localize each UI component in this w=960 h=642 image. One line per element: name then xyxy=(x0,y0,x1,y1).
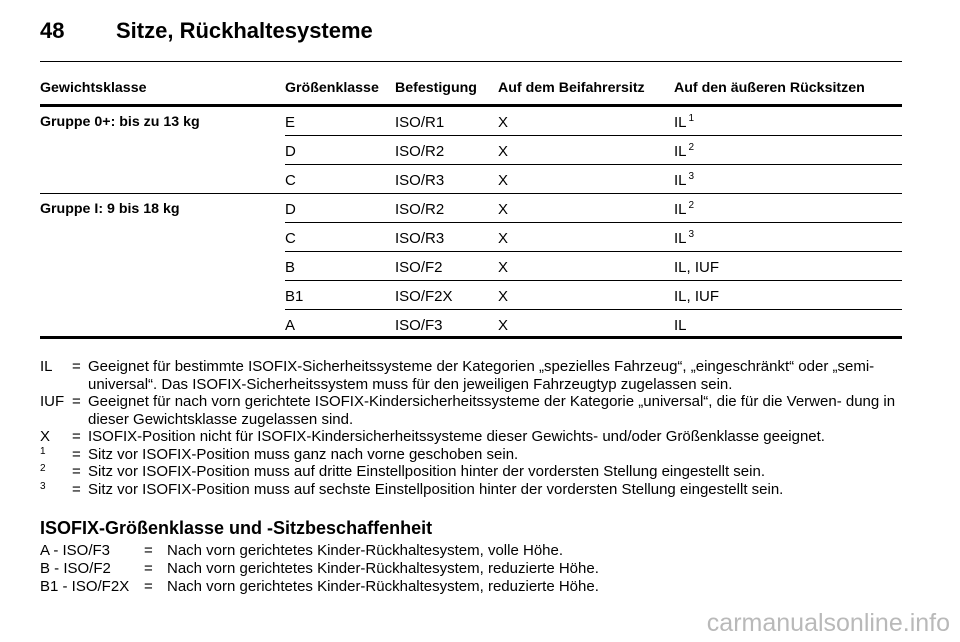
legend-text: Geeignet für bestimmte ISOFIX-Sicherheitssysteme der Kategorien „spezielles Fahrzeug“, „eingeschränkt“ oder „semi-universal“. Das ISOFIX-Sicherheitssystem muss für den jeweiligen Fahrzeugtyp zugelassen sein. xyxy=(88,358,875,393)
rear-seat-value: IL xyxy=(674,172,687,189)
legend-equals: = xyxy=(72,480,81,498)
rear-seat-value: IL xyxy=(674,230,687,247)
watermark: carmanualsonline.info xyxy=(706,609,950,637)
size-class-cell: C xyxy=(285,172,296,189)
fixture-cell: ISO/R2 xyxy=(395,201,445,218)
size-class-key: B - ISO/F2 xyxy=(40,560,111,577)
page-title: Sitze, Rückhaltesysteme xyxy=(116,18,373,43)
footnote-marker: 3 xyxy=(688,171,695,182)
legend-key: IL xyxy=(40,358,53,375)
legend-text: Sitz vor ISOFIX-Position muss auf sechste Einstellposition hinter der vordersten Stellung eingestellt sein. xyxy=(88,480,784,498)
footnote-marker: 2 xyxy=(688,142,695,153)
section-subtitle: ISOFIX-Größenklasse und -Sitzbeschaffenheit xyxy=(40,518,433,538)
table-row xyxy=(40,165,902,194)
table-row xyxy=(40,194,902,223)
legend-key: 1 xyxy=(40,445,46,457)
legend-item xyxy=(40,463,910,481)
fixture-cell: ISO/F2X xyxy=(395,288,453,305)
table-row xyxy=(40,252,902,281)
legend-equals: = xyxy=(72,393,81,410)
legend-equals: = xyxy=(72,445,81,463)
size-class-cell: E xyxy=(285,114,296,131)
rear-seat-value: IL, IUF xyxy=(674,259,720,276)
rear-seat-cell xyxy=(674,259,719,276)
size-class-description: Nach vorn gerichtetes Kinder-Rückhaltesystem, reduzierte Höhe. xyxy=(167,560,599,577)
table-header xyxy=(40,80,902,107)
page-number: 48 xyxy=(40,18,65,43)
fixture-cell: ISO/F3 xyxy=(395,317,443,334)
weight-group-label: Gruppe I: 9 bis 18 kg xyxy=(40,201,180,217)
fixture-cell: ISO/R3 xyxy=(395,230,445,247)
header-divider xyxy=(40,61,902,62)
fixture-cell: ISO/R1 xyxy=(395,114,445,131)
rear-seat-value: IL xyxy=(674,114,687,131)
size-class-item xyxy=(40,542,900,560)
front-seat-cell: X xyxy=(498,259,509,276)
rear-seat-cell xyxy=(674,172,694,189)
legend-text: Geeignet für nach vorn gerichtete ISOFIX-Kindersicherheitssysteme der Kategorie „universal“, die für die Verwen- dung in dieser Gewichtsklasse zugelassen sind. xyxy=(88,393,896,428)
table-row xyxy=(40,136,902,165)
legend-equals: = xyxy=(72,358,81,375)
fixture-cell: ISO/F2 xyxy=(395,259,443,276)
rear-seat-value: IL xyxy=(674,143,687,160)
table-row xyxy=(40,281,902,310)
size-class-equals: = xyxy=(144,542,153,559)
size-class-description: Nach vorn gerichtetes Kinder-Rückhaltesystem, reduzierte Höhe. xyxy=(167,578,599,595)
legend-item xyxy=(40,393,910,428)
row-divider xyxy=(40,336,902,339)
legend-key: 2 xyxy=(40,463,46,474)
rear-seat-cell xyxy=(674,143,694,160)
rear-seat-cell xyxy=(674,114,694,131)
fixture-cell: ISO/R2 xyxy=(395,143,445,160)
legend-key: IUF xyxy=(40,393,65,410)
column-header-fixture: Befestigung xyxy=(395,80,477,96)
front-seat-cell: X xyxy=(498,114,509,131)
rear-seat-cell xyxy=(674,201,694,218)
size-class-key: B1 - ISO/F2X xyxy=(40,578,130,595)
rear-seat-value: IL, IUF xyxy=(674,288,720,305)
legend-text: ISOFIX-Position nicht für ISOFIX-Kindersicherheitssysteme dieser Gewichts- und/oder Größenklasse geeignet. xyxy=(88,428,825,445)
rear-seat-value: IL xyxy=(674,201,687,218)
column-header-weight-class: Gewichtsklasse xyxy=(40,80,147,96)
table-row xyxy=(40,223,902,252)
size-class-cell: A xyxy=(285,317,296,334)
table-row xyxy=(40,107,902,136)
legend-item xyxy=(40,481,910,499)
column-header-size-class: Größenklasse xyxy=(285,80,379,96)
table-body xyxy=(40,107,902,339)
size-class-cell: B1 xyxy=(285,288,304,305)
front-seat-cell: X xyxy=(498,201,509,218)
footnote-marker: 3 xyxy=(688,229,695,240)
rear-seat-cell xyxy=(674,317,687,334)
weight-group-label: Gruppe 0+: bis zu 13 kg xyxy=(40,114,200,130)
size-class-list xyxy=(40,542,900,596)
front-seat-cell: X xyxy=(498,230,509,247)
isofix-table xyxy=(40,80,902,339)
footnote-marker: 1 xyxy=(688,113,695,124)
size-class-cell: D xyxy=(285,201,296,218)
column-header-front-seat: Auf dem Beifahrersitz xyxy=(498,80,645,96)
footnote-marker: 2 xyxy=(688,200,695,211)
size-class-item xyxy=(40,578,900,596)
legend-text: Sitz vor ISOFIX-Position muss ganz nach vorne geschoben sein. xyxy=(88,445,519,463)
size-class-equals: = xyxy=(144,578,153,595)
legend-key: X xyxy=(40,428,51,445)
legend-notes xyxy=(40,358,910,498)
rear-seat-cell xyxy=(674,288,719,305)
legend-equals: = xyxy=(72,428,81,445)
size-class-cell: C xyxy=(285,230,296,247)
size-class-cell: D xyxy=(285,143,296,160)
front-seat-cell: X xyxy=(498,172,509,189)
front-seat-cell: X xyxy=(498,317,509,334)
size-class-item xyxy=(40,560,900,578)
table-row xyxy=(40,310,902,339)
legend-item xyxy=(40,358,910,393)
legend-key: 3 xyxy=(40,480,46,492)
page-header xyxy=(40,18,902,48)
rear-seat-cell xyxy=(674,230,694,247)
front-seat-cell: X xyxy=(498,288,509,305)
rear-seat-value: IL xyxy=(674,317,687,334)
legend-item xyxy=(40,428,910,446)
size-class-description: Nach vorn gerichtetes Kinder-Rückhaltesystem, volle Höhe. xyxy=(167,542,564,559)
size-class-key: A - ISO/F3 xyxy=(40,542,111,559)
legend-item xyxy=(40,446,910,464)
column-header-rear-seats: Auf den äußeren Rücksitzen xyxy=(674,80,865,96)
legend-equals: = xyxy=(72,463,81,480)
legend-text: Sitz vor ISOFIX-Position muss auf dritte Einstellposition hinter der vordersten Stellung eingestellt sein. xyxy=(88,463,765,480)
size-class-equals: = xyxy=(144,560,153,577)
fixture-cell: ISO/R3 xyxy=(395,172,445,189)
front-seat-cell: X xyxy=(498,143,509,160)
size-class-cell: B xyxy=(285,259,296,276)
